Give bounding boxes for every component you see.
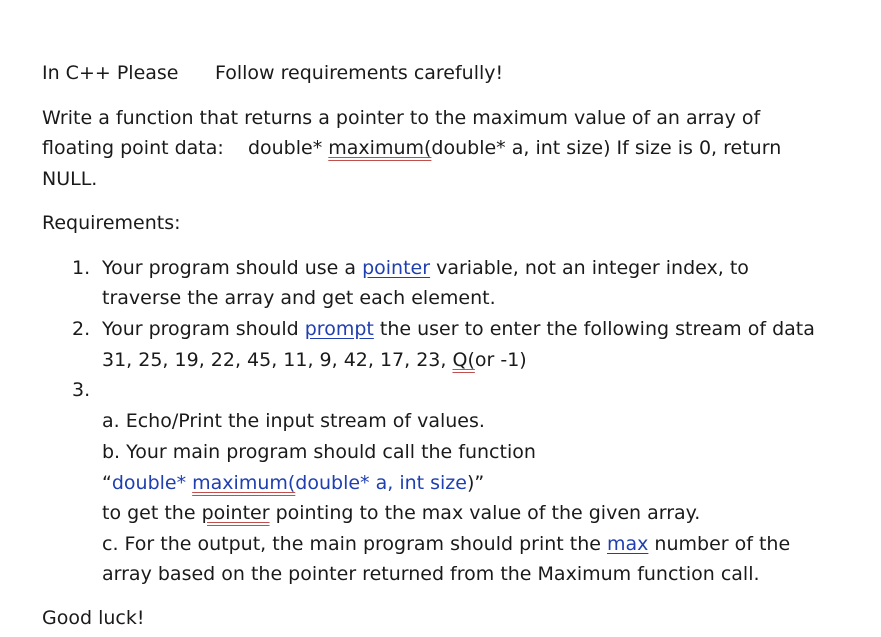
spellcheck-word: pointer [201, 502, 270, 524]
quote-mark: )” [466, 472, 485, 494]
quote-mark: “ [102, 472, 112, 494]
sub-item-text: array based on the pointer returned from the Maximum function call. [102, 563, 760, 585]
instruction-text: Follow requirements carefully! [215, 62, 504, 84]
max-link[interactable]: max [606, 533, 649, 555]
data-stream-text: 31, 25, 19, 22, 45, 11, 9, 42, 17, 23, [102, 349, 453, 371]
header-line [42, 58, 179, 88]
pointer-link[interactable]: pointer [362, 257, 431, 279]
list-item-1-line-2 [102, 283, 496, 313]
intro-text: NULL. [42, 168, 98, 190]
sub-item-b-line-2 [102, 468, 484, 498]
closing-line [42, 603, 144, 633]
intro-text: Write a function that returns a pointer to the maximum value of an array of [42, 107, 761, 129]
function-signature-text: double* [111, 472, 193, 494]
sub-item-c-line-1 [102, 529, 790, 559]
sub-item-text: number of the [648, 533, 791, 555]
intro-text: floating point data: double* [42, 137, 329, 159]
item-text: Your program should [102, 318, 305, 340]
list-item-2-line-2 [102, 345, 527, 375]
sub-item-c-line-2 [102, 559, 760, 589]
list-number: 3. [72, 379, 91, 401]
item-text: variable, not an integer index, to [430, 257, 749, 279]
intro-text: double* a, int size) If size is 0, return [431, 137, 782, 159]
sub-item-text: c. For the output, the main program should print the [102, 533, 607, 555]
sub-item-a [102, 406, 485, 436]
sub-item-text: b. Your main program should call the function [102, 441, 536, 463]
language-note: In C++ Please [42, 62, 179, 84]
list-number: 1. [72, 257, 91, 279]
sub-item-b-line-3 [102, 498, 700, 528]
header-instruction [215, 58, 503, 88]
sub-item-b-line-1 [102, 437, 536, 467]
sub-item-text: a. Echo/Print the input stream of values. [102, 410, 485, 432]
list-item-2-line-1 [102, 314, 815, 344]
item-text: traverse the array and get each element. [102, 287, 496, 309]
heading-text: Requirements: [42, 212, 181, 234]
spellcheck-word: maximum( [328, 137, 432, 159]
prompt-link[interactable]: prompt [304, 318, 374, 340]
spellcheck-word: Q( [452, 349, 475, 371]
intro-line-3 [42, 164, 97, 194]
item-text: Your program should use a [102, 257, 363, 279]
sub-item-text: to get the [102, 502, 202, 524]
list-item-1-line-1 [102, 253, 749, 283]
item-text: the user to enter the following stream of data [373, 318, 815, 340]
intro-line-1 [42, 103, 760, 133]
sub-item-text: pointing to the max value of the given array. [269, 502, 701, 524]
closing-text: Good luck! [42, 607, 145, 629]
item-text: or -1) [474, 349, 527, 371]
function-signature-text: double* a, int size [295, 472, 467, 494]
intro-line-2 [42, 133, 781, 163]
list-number: 2. [72, 318, 91, 340]
spellcheck-word: maximum( [192, 472, 296, 494]
requirements-heading [42, 208, 181, 238]
